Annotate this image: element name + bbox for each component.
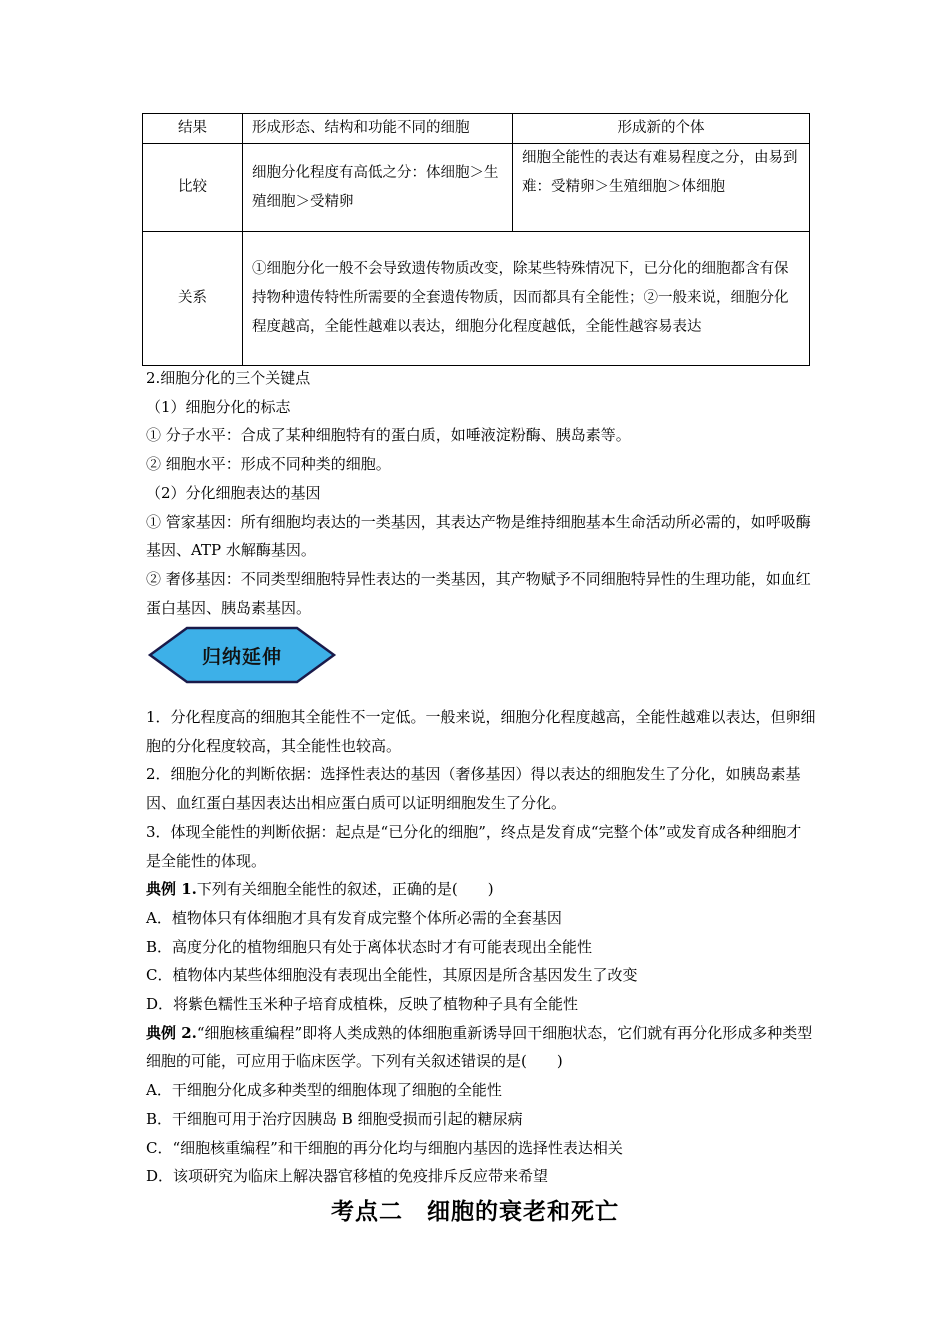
example-1-question [146,875,816,904]
row-header-compare: 比较 [143,144,243,232]
cell-result-totipotency: 形成新的个体 [513,114,810,144]
key-point-cellular: ② 细胞水平：形成不同种类的细胞。 [146,455,391,474]
example-1-option-b: B．高度分化的植物细胞只有处于离体状态时才有可能表现出全能性 [146,937,593,956]
summary-item-2: 2．细胞分化的判断依据：选择性表达的基因（奢侈基因）得以表达的细胞发生了分化，如胰岛素基因、血红蛋白基因表达出相应蛋白质可以证明细胞发生了分化。 [146,765,801,813]
example-2-option-b: B．干细胞可用于治疗因胰岛 B 细胞受损而引起的糖尿病 [146,1109,523,1128]
example-2-text: “细胞核重编程”即将人类成熟的体细胞重新诱导回干细胞状态，它们就有再分化形成多种类型细胞的可能，可应用于临床医学。下列有关叙述错误的是( ) [146,1023,813,1071]
example-2-label: 典例 2. [146,1023,197,1042]
summary-banner [147,625,337,685]
example-1-label: 典例 1. [146,880,197,899]
key-point-molecular: ① 分子水平：合成了某种细胞特有的蛋白质，如唾液淀粉酶、胰岛素等。 [146,426,631,445]
example-2-option-a: A．干细胞分化成多种类型的细胞体现了细胞的全能性 [146,1081,502,1100]
table-row [143,114,810,144]
summary-item-3: 3．体现全能性的判断依据：起点是“已分化的细胞”，终点是发育成“完整个体”或发育成各种细胞才是全能性的体现。 [146,822,802,870]
comparison-table [142,113,810,366]
key-points-subtitle-2: （2）分化细胞表达的基因 [146,483,321,502]
row-header-result: 结果 [143,114,243,144]
key-points-subtitle-1: （1）细胞分化的标志 [146,397,291,416]
cell-compare-totipotency: 细胞全能性的表达有难易程度之分，由易到难：受精卵＞生殖细胞＞体细胞 [513,144,810,232]
row-header-relation: 关系 [143,232,243,366]
example-1-option-a: A．植物体只有体细胞才具有发育成完整个体所必需的全套基因 [146,908,562,927]
example-1-option-d: D．将紫色糯性玉米种子培育成植株，反映了植物种子具有全能性 [146,995,579,1014]
section-heading: 考点二 细胞的衰老和死亡 [331,1198,619,1225]
key-points-title: 2.细胞分化的三个关键点 [146,369,311,387]
cell-relation: ①细胞分化一般不会导致遗传物质改变，除某些特殊情况下，已分化的细胞都含有保持物种遗传特性所需要的全套遗传物质，因而都具有全能性；②一般来说，细胞分化程度越高，全能性越难以表达，细胞分化程度越低，全能性越容易表达 [243,232,810,366]
example-2-question [146,1019,816,1076]
example-1-option-c: C．植物体内某些体细胞没有表现出全能性，其原因是所含基因发生了改变 [146,966,638,985]
cell-compare-differentiation: 细胞分化程度有高低之分：体细胞＞生殖细胞＞受精卵 [243,144,513,232]
banner-label: 归纳延伸 [201,645,282,668]
key-point-luxury-genes: ② 奢侈基因：不同类型细胞特异性表达的一类基因，其产物赋予不同细胞特异性的生理功能，如血红蛋白基因、胰岛素基因。 [146,569,811,617]
summary-item-1: 1．分化程度高的细胞其全能性不一定低。一般来说，细胞分化程度越高，全能性越难以表达，但卵细胞的分化程度较高，其全能性也较高。 [146,708,816,755]
example-2-option-d: D．该项研究为临床上解决器官移植的免疫排斥反应带来希望 [146,1167,549,1186]
cell-result-differentiation: 形成形态、结构和功能不同的细胞 [243,114,513,144]
key-point-housekeeping-genes: ① 管家基因：所有细胞均表达的一类基因，其表达产物是维持细胞基本生命活动所必需的，如呼吸酶基因、ATP 水解酶基因。 [146,512,811,560]
table-row [143,144,810,232]
example-2-option-c: C．“细胞核重编程”和干细胞的再分化均与细胞内基因的选择性表达相关 [146,1138,623,1157]
summary-section [146,703,816,1191]
example-1-text: 下列有关细胞全能性的叙述，正确的是( ) [196,880,494,899]
key-points-section [146,364,816,622]
table-row [143,232,810,366]
